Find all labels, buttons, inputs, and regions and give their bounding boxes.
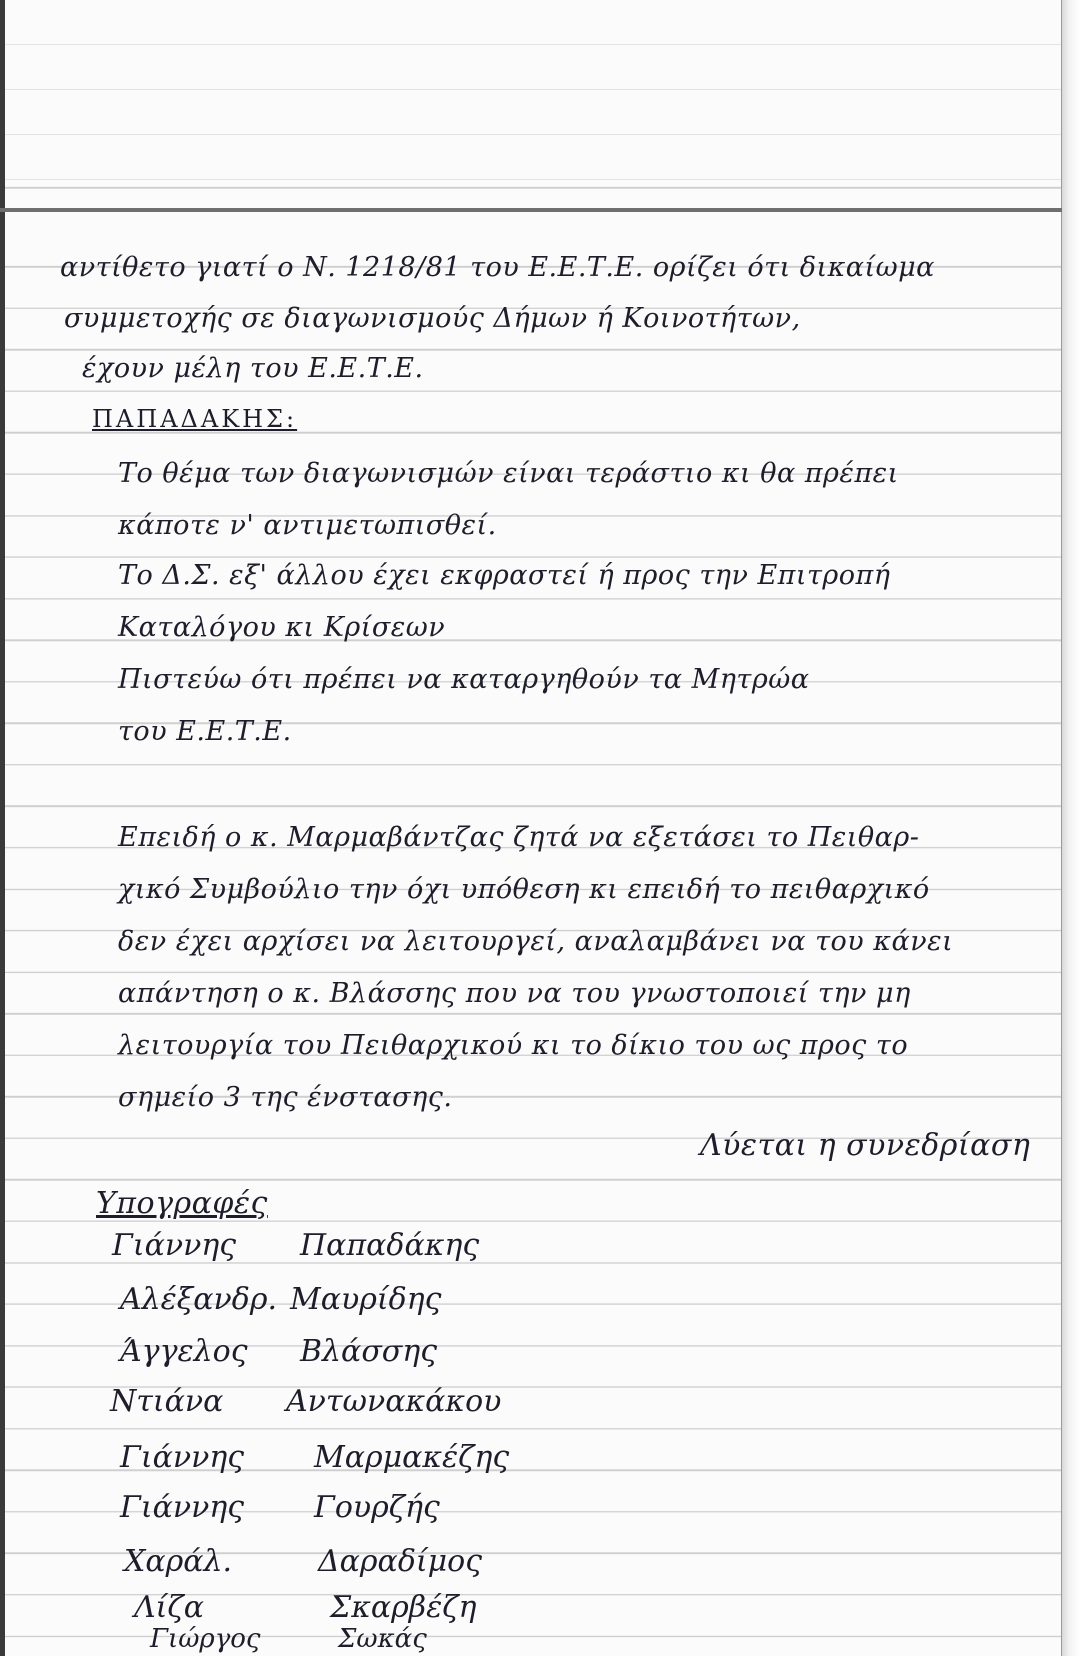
text-line: κάποτε ν' αντιμετωπισθεί. (118, 510, 497, 541)
signature-last-name: Μαυρίδης (290, 1282, 442, 1317)
signature-first-name: Γιάννης (120, 1440, 245, 1475)
signature-first-name: Ντιάνα (110, 1384, 224, 1419)
text-line: Πιστεύω ότι πρέπει να καταργηθούν τα Μητρώα (118, 664, 810, 695)
signature-last-name: Αντωνακάκου (286, 1384, 502, 1419)
signature-first-name: Χαράλ. (124, 1544, 233, 1579)
signature-last-name: Παπαδάκης (300, 1228, 480, 1263)
text-line: αντίθετο γιατί ο Ν. 1218/81 του Ε.Ε.Τ.Ε. ορίζει ότι δικαίωμα (60, 252, 935, 283)
text-line: συμμετοχής σε διαγωνισμούς Δήμων ή Κοινοτήτων, (64, 303, 801, 334)
header-rule (0, 208, 1062, 212)
text-line: Το θέμα των διαγωνισμών είναι τεράστιο κι θα πρέπει (118, 458, 899, 489)
text-line: χικό Συμβούλιο την όχι υπόθεση κι επειδή το πειθαρχικό (118, 874, 930, 905)
signature-last-name: Μαρμακέζης (314, 1440, 510, 1475)
text-line: απάντηση ο κ. Βλάσσης που να του γνωστοποιεί την μη (118, 978, 911, 1009)
signature-last-name: Σωκάς (338, 1624, 427, 1654)
signatures-heading: Υπογραφές (96, 1186, 268, 1221)
signature-first-name: Γιάννης (120, 1490, 245, 1525)
signature-first-name: Γιώργος (150, 1624, 261, 1654)
text-line: Το Δ.Σ. εξ' άλλου έχει εκφραστεί ή προς την Επιτροπή (118, 560, 891, 591)
signature-first-name: Άγγελος (120, 1334, 248, 1369)
text-line: Επειδή ο κ. Μαρμαβάντζας ζητά να εξετάσει το Πειθαρ- (118, 822, 920, 853)
signature-first-name: Αλέξανδρ. (120, 1282, 278, 1317)
signature-last-name: Σκαρβέζη (330, 1590, 477, 1625)
text-line: σημείο 3 της ένστασης. (118, 1082, 453, 1113)
text-line: Καταλόγου κι Κρίσεων (118, 612, 446, 643)
signature-last-name: Βλάσσης (300, 1334, 438, 1369)
text-line: έχουν μέλη του Ε.Ε.Τ.Ε. (82, 353, 424, 384)
blank-top-area (0, 0, 1080, 180)
signature-first-name: Λίζα (134, 1590, 204, 1625)
signature-last-name: Γουρζής (314, 1490, 440, 1525)
text-line: δεν έχει αρχίσει να λειτουργεί, αναλαμβάνει να του κάνει (118, 926, 954, 957)
speaker-name: ΠΑΠΑΔΑΚΗΣ: (92, 405, 298, 433)
signature-last-name: Δαραδίμος (318, 1544, 483, 1579)
binding-edge (0, 0, 5, 1656)
signature-first-name: Γιάννης (112, 1228, 237, 1263)
text-line: του Ε.Ε.Τ.Ε. (118, 716, 292, 747)
closing-line: Λύεται η συνεδρίαση (700, 1128, 1031, 1163)
text-line: λειτουργία του Πειθαρχικού κι το δίκιο του ως προς το (118, 1030, 909, 1061)
